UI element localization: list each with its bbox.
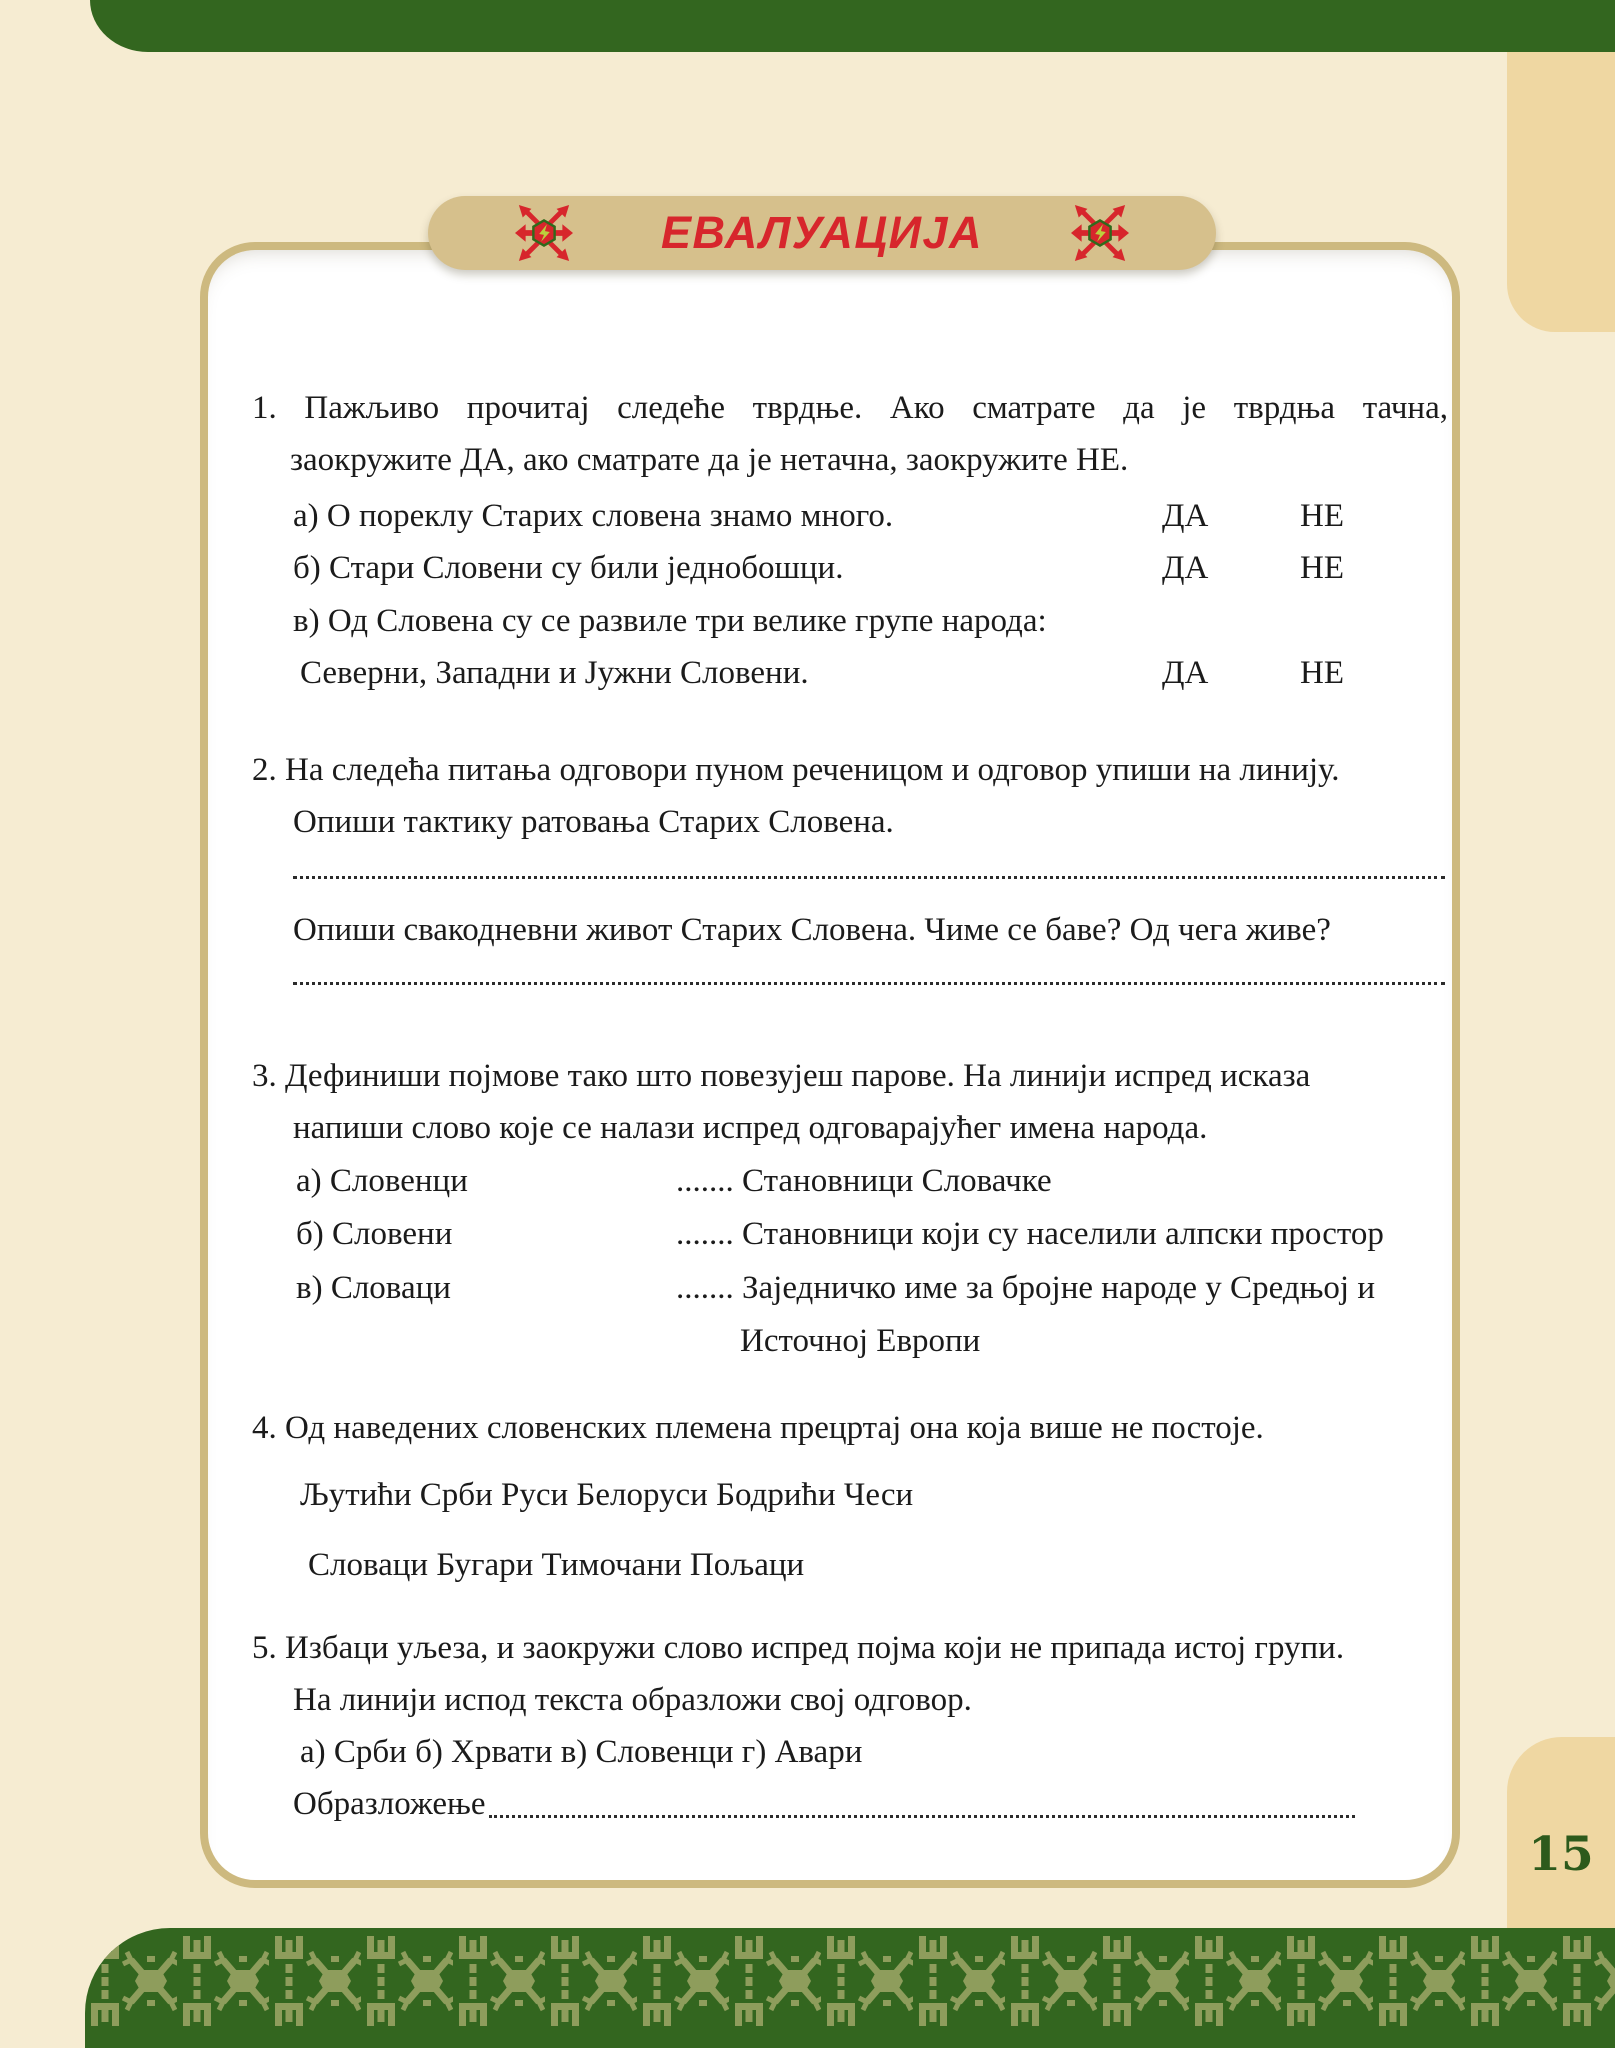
ornament-rosette-icon (1071, 204, 1129, 262)
ornament-rosette-icon (515, 204, 573, 262)
q5-options: а) Срби б) Хрвати в) Словенци г) Авари (300, 1734, 863, 1770)
q3-pair-b-term: б) Словени (296, 1216, 453, 1252)
q4-intro: 4. Од наведених словенских племена прецртај она која више не постоје. (252, 1410, 1264, 1446)
q3-def-cont: Источној Европи (740, 1323, 981, 1359)
kilim-pattern (85, 1928, 1615, 2048)
top-green-bar (90, 0, 1615, 52)
q1-item-c: в) Од Словена су се развиле три велике групе народа: (293, 603, 1047, 639)
q1-item-b-no: НЕ (1300, 550, 1344, 586)
q1-item-a-no: НЕ (1300, 498, 1344, 534)
q2-prompt1: Опиши тактику ратовања Старих Словена. (293, 804, 894, 840)
q4-tribes-line2: Словаци Бугари Тимочани Пољаци (308, 1547, 805, 1583)
answer-line-1 (293, 852, 1445, 879)
right-edge-tab-top (1507, 52, 1615, 332)
q1-item-a-yes: ДА (1162, 498, 1209, 534)
section-title: ЕВАЛУАЦИЈА (660, 207, 984, 258)
q5-intro-line1: 5. Избаци уљеза, и заокружи слово испред појма који не припада истој групи. (252, 1630, 1345, 1666)
q3-intro-line1: 3. Дефиниши појмове тако што повезујеш парове. На линији испред исказа (252, 1058, 1311, 1094)
q3-pair-a-def: ....... Становници Словачке (676, 1163, 1052, 1199)
page-number-tab (1507, 1737, 1615, 1947)
footer-band (85, 1928, 1615, 2048)
q1-item-a: а) О пореклу Старих словена знамо много. (293, 498, 894, 534)
q3-pair-a-term: а) Словенци (296, 1163, 468, 1199)
q2-prompt2: Опиши свакодневни живот Старих Словена. Чиме се баве? Од чега живе? (293, 912, 1331, 948)
answer-line-2 (293, 958, 1445, 985)
q4-tribes-line1: Љутићи Срби Руси Белоруси Бодрићи Чеси (300, 1477, 914, 1513)
page-number: 15 (1528, 1827, 1594, 1882)
q1-intro-line1: 1. Пажљиво прочитај следеће тврдње. Ако сматрате да је тврдња тачна, (252, 390, 1448, 426)
q3-pair-b-def: ....... Становници који су населили алпски простор (676, 1216, 1384, 1252)
q5-reason-row (293, 1786, 1355, 1823)
q1-item-c-no: НЕ (1300, 655, 1344, 691)
q3-pair-c-def: ....... Заједничко име за бројне народе у Средњој и (676, 1270, 1376, 1306)
q2-intro: 2. На следећа питања одговори пуном реченицом и одговор упиши на линију. (252, 752, 1340, 788)
q3-intro-line2: напиши слово које се налази испред одговарајућег имена народа. (293, 1110, 1208, 1146)
q1-item-c-cont: Северни, Западни и Јужни Словени. (300, 655, 809, 691)
q5-intro-line2: На линији испод текста образложи свој одговор. (293, 1682, 972, 1718)
answer-line-3 (489, 1786, 1355, 1818)
q1-intro-line2: заокружите ДА, ако сматрате да је нетачна, заокружите НЕ. (290, 442, 1129, 478)
q3-pair-c-term: в) Словаци (296, 1270, 451, 1306)
q1-item-b: б) Стари Словени су били једнобошци. (293, 550, 844, 586)
section-header-badge (428, 196, 1216, 270)
q5-reason-label: Образложење (293, 1786, 486, 1822)
q1-item-b-yes: ДА (1162, 550, 1209, 586)
q1-item-c-yes: ДА (1162, 655, 1209, 691)
